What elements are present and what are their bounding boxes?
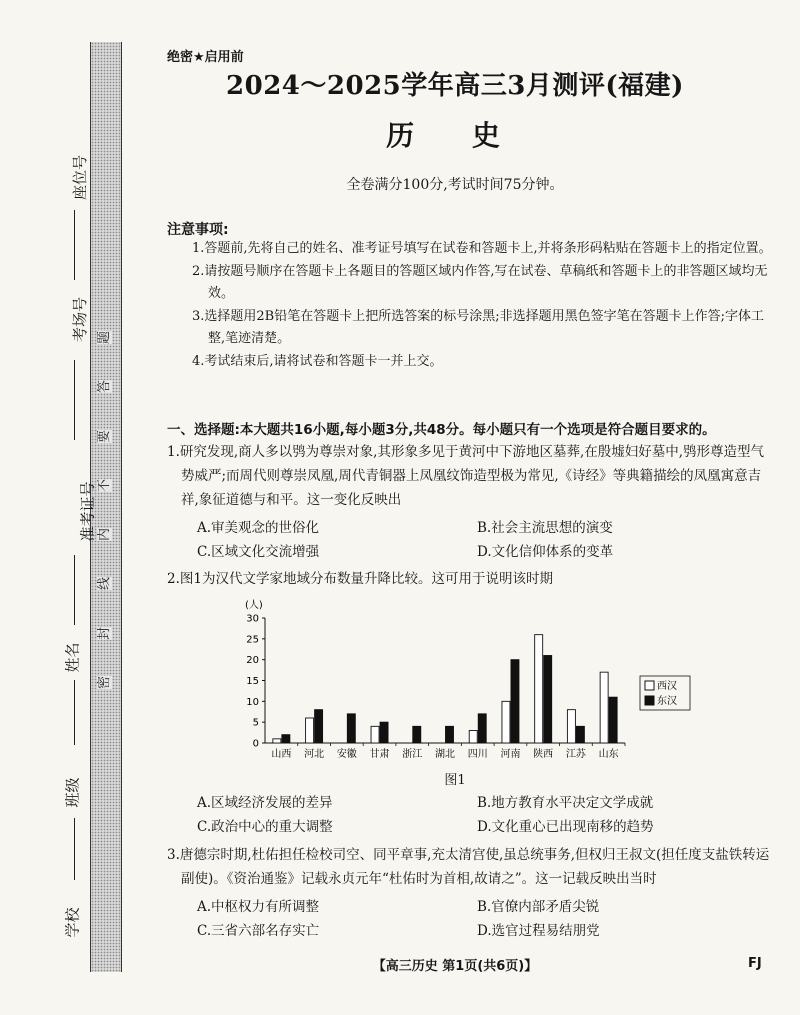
seal-line-text <box>93 330 117 690</box>
bar-western-han-陕西 <box>535 635 543 743</box>
exam-title: 2024～2025学年高三3月测评(福建) <box>226 71 684 101</box>
bar-eastern-han-河南 <box>511 660 519 743</box>
school-label: 学校 <box>63 907 82 938</box>
bar-eastern-han-山东 <box>609 697 617 743</box>
notice-title: 注意事项: <box>167 222 229 238</box>
bar-western-han-山东 <box>600 672 608 743</box>
name-line <box>74 680 75 745</box>
score-time-note: 全卷满分100分,考试时间75分钟。 <box>346 177 564 193</box>
x-tick-label: 四川 <box>467 749 488 760</box>
x-tick-label: 陕西 <box>533 749 554 760</box>
seal-char: 不 <box>97 478 113 492</box>
seal-char: 线 <box>97 577 113 591</box>
question-stem: 2.图1为汉代文学家地域分布数量升降比较。这可用于说明该时期 <box>167 571 553 587</box>
region-code: FJ <box>748 956 762 971</box>
name-label: 姓名 <box>63 642 82 673</box>
secret-mark: 绝密★启用前 <box>167 50 244 65</box>
question-2-options <box>197 791 757 839</box>
bar-eastern-han-陕西 <box>544 656 552 744</box>
bar-western-han-河南 <box>502 701 510 743</box>
option-c[interactable]: C.政治中心的重大调整 <box>197 819 333 835</box>
bar-eastern-han-江苏 <box>576 726 584 743</box>
y-tick-label: 5 <box>252 717 259 729</box>
y-tick-label: 0 <box>252 738 259 750</box>
name-field[interactable] <box>44 625 88 745</box>
exam-room-label: 考场号 <box>71 296 90 343</box>
option-d[interactable]: D.文化信仰体系的变革 <box>477 544 614 560</box>
y-tick-label: 25 <box>246 634 259 646</box>
ticket-number-line <box>74 555 75 625</box>
x-tick-label: 湖北 <box>435 749 455 760</box>
bar-western-han-河北 <box>306 718 314 743</box>
page-footer: 【高三历史 第1页(共6页)】 <box>372 959 538 974</box>
x-tick-label: 山西 <box>271 749 292 760</box>
section-heading: 一、选择题:本大题共16小题,每小题3分,共48分。每小题只有一个选项是符合题目要求的。 <box>167 422 716 438</box>
bar-eastern-han-甘肃 <box>380 722 388 743</box>
option-b[interactable]: B.官僚内部矛盾尖锐 <box>477 899 600 915</box>
ticket-number-label: 准考证号 <box>78 481 97 542</box>
seat-number-line <box>74 210 75 280</box>
bar-eastern-han-四川 <box>478 714 486 743</box>
bar-eastern-han-安徽 <box>347 714 355 743</box>
option-b[interactable]: B.地方教育水平决定文学成就 <box>477 795 654 811</box>
option-a[interactable]: A.审美观念的世俗化 <box>197 520 320 536</box>
figure-caption: 图1 <box>444 773 466 788</box>
question-1 <box>167 440 772 512</box>
legend-label-western-han: 西汉 <box>657 681 677 692</box>
notice-item: 3.选择题用2B铅笔在答题卡上把所选答案的标号涂黑;非选择题用黑色签字笔在答题卡上作答;字体工整,笔迹清楚。 <box>192 308 764 346</box>
y-axis-label: (人) <box>245 600 263 611</box>
notice-item: 1.答题前,先将自己的姓名、准考证号填写在试卷和答题卡上,并将条形码粘贴在答题卡上的指定位置。 <box>192 241 772 256</box>
x-tick-label: 安徽 <box>336 749 357 760</box>
bar-western-han-甘肃 <box>371 726 379 743</box>
y-tick-label: 10 <box>246 696 259 708</box>
subject-title: 历 史 <box>386 119 524 152</box>
notice-list <box>192 238 772 373</box>
seal-char: 题 <box>97 330 113 345</box>
bar-western-han-山西 <box>273 739 281 743</box>
question-3-options <box>197 895 757 943</box>
school-field[interactable] <box>44 895 88 965</box>
bar-eastern-han-湖北 <box>446 726 454 743</box>
chart-legend <box>640 676 690 710</box>
option-c[interactable]: C.三省六部名存实亡 <box>197 923 320 939</box>
x-tick-label: 甘肃 <box>369 749 390 760</box>
option-a[interactable]: A.中枢权力有所调整 <box>197 899 320 915</box>
class-line <box>74 818 75 880</box>
seal-char: 密 <box>97 675 113 689</box>
x-tick-label: 江苏 <box>565 749 586 760</box>
bar-western-han-四川 <box>469 731 477 744</box>
question-3 <box>167 843 772 891</box>
question-stem: 3.唐德宗时期,杜佑担任检校司空、同平章事,充太清宫使,虽总统事务,但权归王叔文(担任度支盐铁转运副使)。《资治通鉴》记载永贞元年“杜佑时为首相,故请之”。这一记载反映出当时 <box>167 847 770 887</box>
seal-char: 封 <box>97 626 113 640</box>
y-tick-label: 30 <box>246 613 259 625</box>
class-field[interactable] <box>44 760 88 880</box>
bar-chart-figure-1 <box>235 596 735 768</box>
seal-char: 答 <box>97 380 113 394</box>
exam-room-field[interactable] <box>44 290 88 440</box>
option-d[interactable]: D.选官过程易结朋党 <box>477 923 600 939</box>
x-tick-label: 河北 <box>304 749 325 760</box>
y-tick-label: 15 <box>246 676 259 687</box>
x-tick-label: 山东 <box>598 749 619 760</box>
question-1-options <box>197 516 757 564</box>
legend-swatch-eastern-han <box>645 696 654 705</box>
option-a[interactable]: A.区域经济发展的差异 <box>197 795 333 811</box>
y-tick-label: 20 <box>246 655 259 667</box>
bar-eastern-han-浙江 <box>413 726 421 743</box>
exam-room-line <box>74 360 75 440</box>
bar-eastern-han-山西 <box>282 735 290 743</box>
option-c[interactable]: C.区域文化交流增强 <box>197 544 320 560</box>
question-stem: 1.研究发现,商人多以鸮为尊崇对象,其形象多见于黄河中下游地区墓葬,在殷墟妇好墓中,鸮形尊造型气势威严;而周代则尊崇凤凰,周代青铜器上凤凰纹饰造型极为常见,《诗经》等典籍描绘的凤凰寓意吉祥,象征道德与和平。这一变化反映出 <box>167 444 765 508</box>
ticket-number-field[interactable] <box>44 470 97 625</box>
x-tick-label: 浙江 <box>402 749 423 760</box>
option-d[interactable]: D.文化重心已出现南移的趋势 <box>477 819 654 835</box>
question-2 <box>167 567 772 591</box>
seal-char: 要 <box>97 429 113 443</box>
seal-char: 内 <box>97 528 113 542</box>
x-tick-label: 河南 <box>500 749 521 760</box>
option-b[interactable]: B.社会主流思想的演变 <box>477 520 613 536</box>
bar-eastern-han-河北 <box>315 710 323 743</box>
seat-number-label: 座位号 <box>71 154 90 201</box>
seat-number-field[interactable] <box>44 150 88 280</box>
bar-western-han-江苏 <box>567 710 575 743</box>
notice-item: 4.考试结束后,请将试卷和答题卡一并上交。 <box>192 353 443 369</box>
legend-swatch-western-han <box>645 681 654 690</box>
notice-item: 2.请按题号顺序在答题卡上各题目的答题区域内作答,写在试卷、草稿纸和答题卡上的非答题区域均无效。 <box>192 263 768 301</box>
class-label: 班级 <box>63 777 82 808</box>
legend-label-eastern-han: 东汉 <box>657 696 677 707</box>
